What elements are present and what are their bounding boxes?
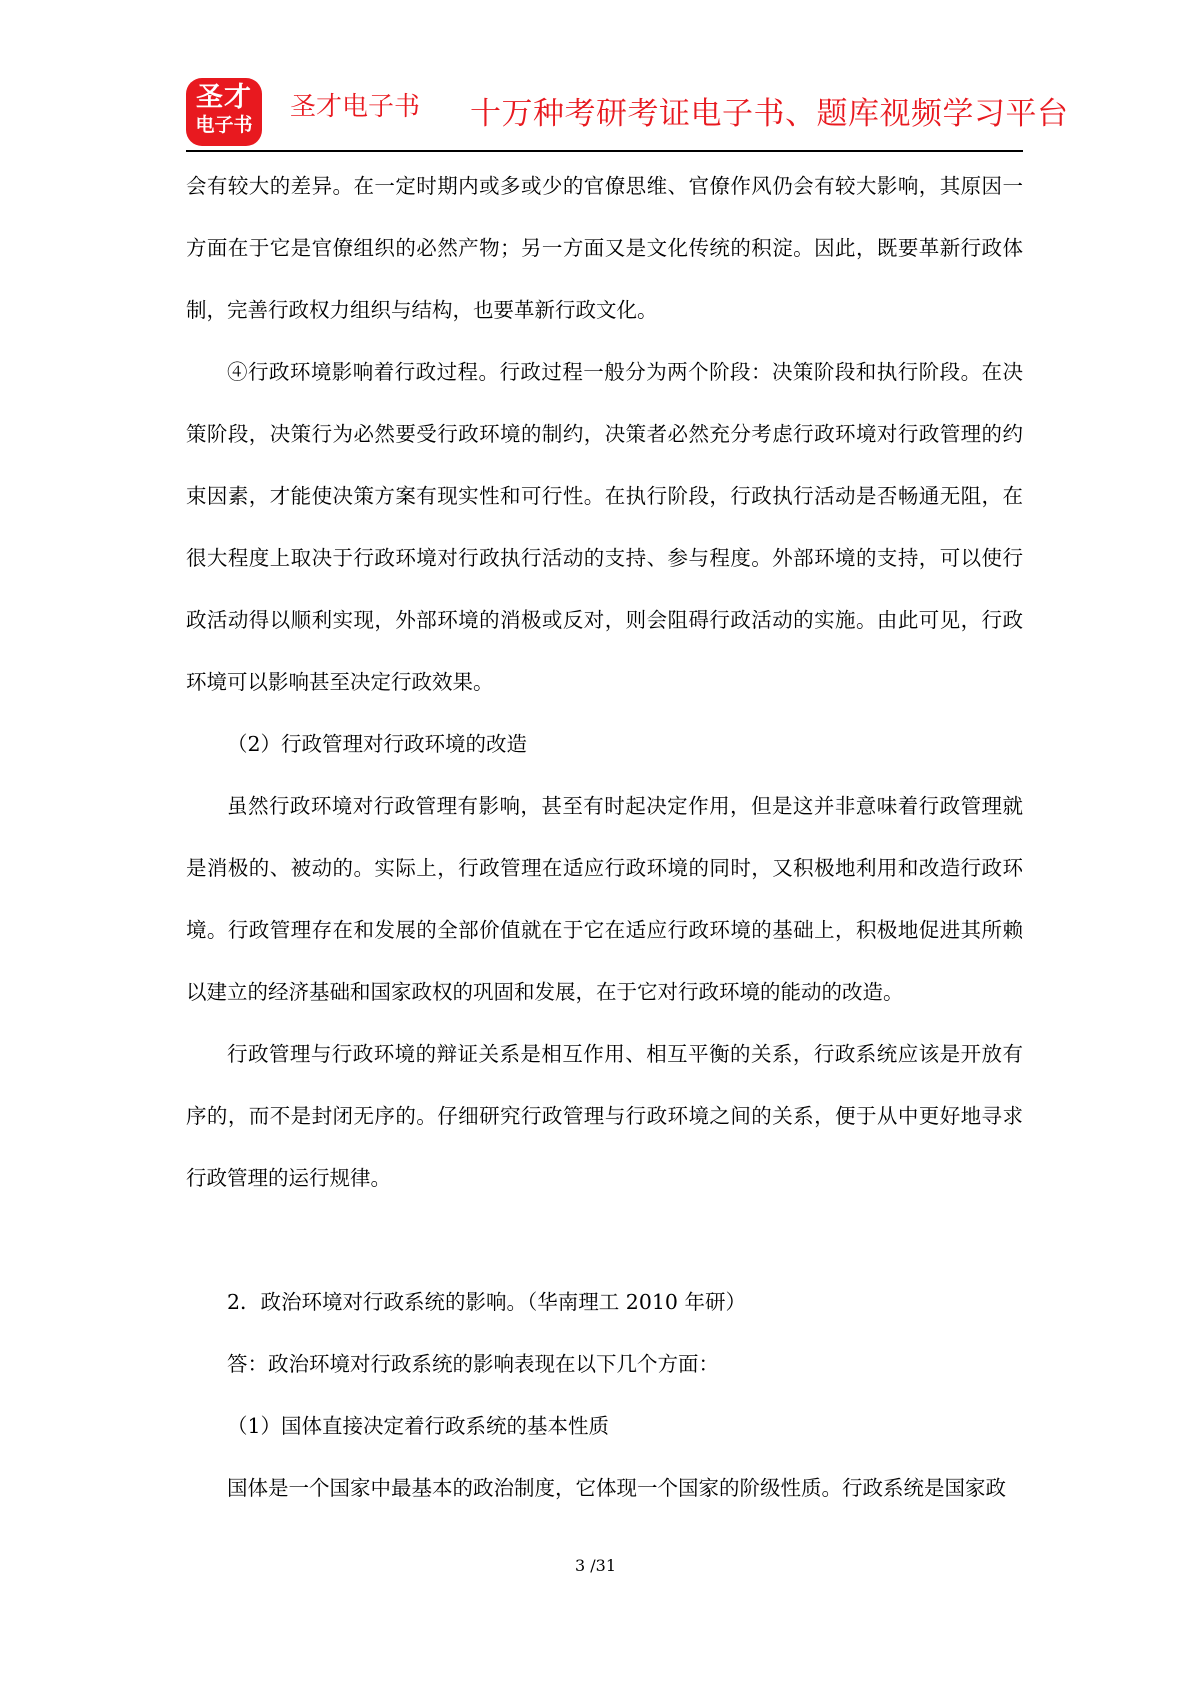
paragraph-transform: 虽然行政环境对行政管理有影响，甚至有时起决定作用，但是这并非意味着行政管理就是消极的、被动的。实际上，行政管理在适应行政环境的同时，又积极地利用和改造行政环境。行政管理存在和发展的全部价值就在于它在适应行政环境的基础上，积极地促进其所赖以建立的经济基础和国家政权的巩固和发展，在于它对行政环境的能动的改造。 <box>186 794 1023 1004</box>
paragraph-admin-process: ④行政环境影响着行政过程。行政过程一般分为两个阶段：决策阶段和执行阶段。在决策阶段，决策行为必然要受行政环境的制约，决策者必然充分考虑行政环境对行政管理的约束因素，才能使决策方案有现实性和可行性。在执行阶段，行政执行活动是否畅通无阻，在很大程度上取决于行政环境对行政执行活动的支持、参与程度。外部环境的支持，可以使行政活动得以顺利实现，外部环境的消极或反对，则会阻碍行政活动的实施。由此可见，行政环境可以影响甚至决定行政效果。 <box>186 360 1023 694</box>
brand-name: 圣才电子书 <box>290 92 421 122</box>
section-heading-transform: （2）行政管理对行政环境的改造 <box>227 732 528 756</box>
logo-text-bottom: 电子书 <box>195 114 253 136</box>
page-number: 3 /31 <box>574 1556 616 1575</box>
header-divider <box>186 150 1023 152</box>
paragraph-dialectic: 行政管理与行政环境的辩证关系是相互作用、相互平衡的关系，行政系统应该是开放有序的，而不是封闭无序的。仔细研究行政管理与行政环境之间的关系，便于从中更好地寻求行政管理的运行规律。 <box>186 1042 1023 1190</box>
shengcai-logo <box>186 78 262 146</box>
paragraph-continuation: 会有较大的差异。在一定时期内或多或少的官僚思维、官僚作风仍会有较大影响，其原因一方面在于它是官僚组织的必然产物；另一方面又是文化传统的积淀。因此，既要革新行政体制，完善行政权力组织与结构，也要革新行政文化。 <box>186 174 1023 322</box>
paragraph-spacer <box>186 1209 1023 1271</box>
page-header <box>0 0 1191 152</box>
answer-intro: 答：政治环境对行政系统的影响表现在以下几个方面： <box>227 1352 719 1376</box>
logo-text-top: 圣才 <box>196 82 252 113</box>
question-heading: 2．政治环境对行政系统的影响。（华南理工 2010 年研） <box>227 1290 746 1314</box>
header-slogan: 十万种考研考证电子书、题库视频学习平台 <box>470 96 1069 132</box>
document-body <box>186 155 1023 1519</box>
section-heading-state-system: （1）国体直接决定着行政系统的基本性质 <box>227 1414 610 1438</box>
paragraph-state-system: 国体是一个国家中最基本的政治制度，它体现一个国家的阶级性质。行政系统是国家政 <box>227 1476 1006 1500</box>
